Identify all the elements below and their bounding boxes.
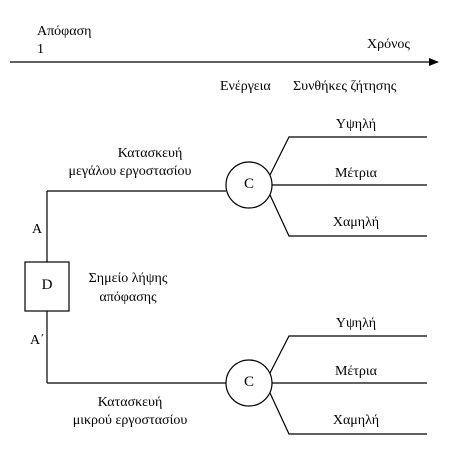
branch-A-action-line2: μεγάλου εργοστασίου <box>68 164 192 179</box>
branch-A-prime-action-line2: μικρού εργοστασίου <box>72 413 188 428</box>
branch-A-label: A <box>32 222 43 237</box>
branch-A-prime-outcome-medium: Μέτρια <box>334 364 378 379</box>
demand-column-label: Συνθήκες ζήτησης <box>293 79 397 94</box>
decision-node-caption-line2: απόφασης <box>99 290 157 305</box>
decision-header-number: 1 <box>37 42 44 57</box>
branch-A-outcome-low: Χαμηλή <box>332 215 380 230</box>
branch-A-prime-action-line1: Κατασκευή <box>97 395 163 410</box>
chance-node-A-prime-letter: C <box>243 374 254 390</box>
chance-node-A-letter: C <box>243 176 254 192</box>
branch-A-prime-label: A΄ <box>30 333 45 348</box>
decision-node-letter: D <box>41 277 53 293</box>
branch-A-prime-outcome-high: Υψηλή <box>335 316 377 331</box>
branch-A-prime-outcome-low: Χαμηλή <box>332 413 380 428</box>
time-label: Χρόνος <box>367 37 410 52</box>
branch-A-outcome-high: Υψηλή <box>335 117 377 132</box>
decision-node-caption-line1: Σημείο λήψης <box>88 271 168 286</box>
decision-header-label: Απόφαση <box>37 24 92 39</box>
branch-A-outcome-medium: Μέτρια <box>334 166 378 181</box>
action-column-label: Ενέργεια <box>220 79 271 94</box>
branch-A-action-line1: Κατασκευή <box>117 146 183 161</box>
